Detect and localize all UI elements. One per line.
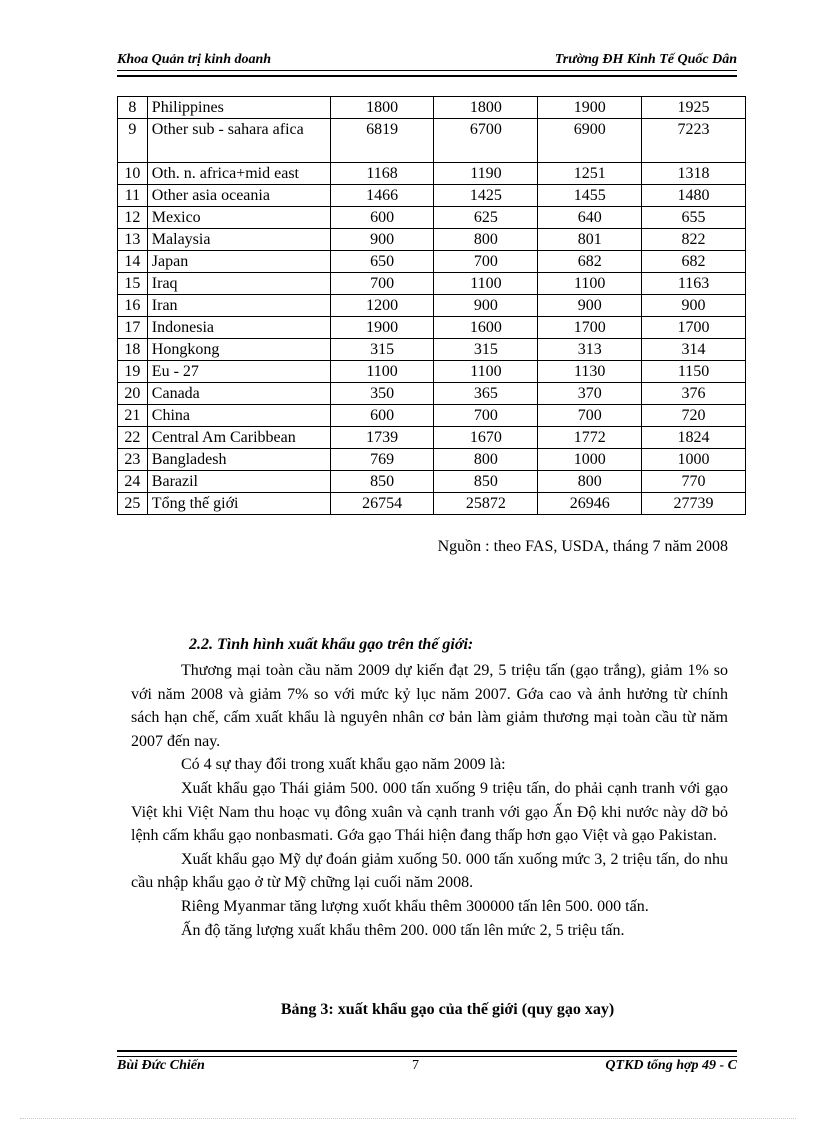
value-cell: 1480 (642, 185, 746, 207)
table-row (118, 273, 746, 295)
table-row (118, 229, 746, 251)
value-cell: 1900 (538, 97, 642, 119)
value-cell: 1670 (434, 427, 538, 449)
region-name: Oth. n. africa+mid east (147, 163, 330, 185)
page-number: 7 (412, 1058, 419, 1073)
value-cell: 25872 (434, 493, 538, 515)
value-cell: 850 (330, 471, 434, 493)
region-name: Hongkong (147, 339, 330, 361)
value-cell: 26754 (330, 493, 434, 515)
table-row (118, 427, 746, 449)
rice-data-table (117, 96, 746, 515)
value-cell: 1900 (330, 317, 434, 339)
value-cell: 700 (434, 405, 538, 427)
paragraph: Có 4 sự thay đổi trong xuất khẩu gạo năm 2009 là: (181, 756, 506, 774)
region-name: Eu - 27 (147, 361, 330, 383)
value-cell: 1600 (434, 317, 538, 339)
region-name: Mexico (147, 207, 330, 229)
value-cell: 370 (538, 383, 642, 405)
footer-class: QTKD tổng hợp 49 - C (605, 1058, 737, 1073)
value-cell: 1700 (538, 317, 642, 339)
table-row (118, 339, 746, 361)
value-cell: 1925 (642, 97, 746, 119)
value-cell: 313 (538, 339, 642, 361)
table-row (118, 295, 746, 317)
row-number: 12 (118, 207, 148, 229)
value-cell: 1000 (642, 449, 746, 471)
region-name: China (147, 405, 330, 427)
table-row (118, 405, 746, 427)
table-row (118, 207, 746, 229)
value-cell: 27739 (642, 493, 746, 515)
paragraph: Xuất khẩu gạo Mỹ dự đoán giảm xuống 50. 000 tấn xuống mức 3, 2 triệu tấn, do nhu cầu nhập khẩu gạo ở từ Mỹ chững lại cuối năm 2008. (131, 850, 728, 892)
row-number: 21 (118, 405, 148, 427)
table-row (118, 317, 746, 339)
value-cell: 1100 (434, 273, 538, 295)
value-cell: 1425 (434, 185, 538, 207)
paragraph: Ấn độ tăng lượng xuất khẩu thêm 200. 000 tấn lên mức 2, 5 triệu tấn. (181, 921, 625, 939)
value-cell: 1739 (330, 427, 434, 449)
value-cell: 314 (642, 339, 746, 361)
value-cell: 1000 (538, 449, 642, 471)
value-cell: 850 (434, 471, 538, 493)
value-cell: 376 (642, 383, 746, 405)
value-cell: 800 (538, 471, 642, 493)
value-cell: 600 (330, 207, 434, 229)
value-cell: 640 (538, 207, 642, 229)
value-cell: 1150 (642, 361, 746, 383)
value-cell: 770 (642, 471, 746, 493)
header-university: Trường ĐH Kinh Tế Quốc Dân (554, 52, 737, 67)
region-name: Barazil (147, 471, 330, 493)
value-cell: 350 (330, 383, 434, 405)
region-name: Philippines (147, 97, 330, 119)
table-row (118, 361, 746, 383)
value-cell: 1100 (330, 361, 434, 383)
value-cell: 800 (434, 449, 538, 471)
region-name: Other sub - sahara afica (147, 119, 330, 163)
row-number: 11 (118, 185, 148, 207)
value-cell: 315 (330, 339, 434, 361)
paragraph: Riêng Myanmar tăng lượng xuốt khẩu thêm 300000 tấn lên 500. 000 tấn. (181, 897, 649, 915)
region-name: Canada (147, 383, 330, 405)
value-cell: 700 (538, 405, 642, 427)
row-number: 19 (118, 361, 148, 383)
value-cell: 900 (538, 295, 642, 317)
value-cell: 900 (330, 229, 434, 251)
row-number: 20 (118, 383, 148, 405)
value-cell: 1772 (538, 427, 642, 449)
value-cell: 1168 (330, 163, 434, 185)
footer-author: Bùi Đức Chiến (117, 1058, 205, 1073)
value-cell: 700 (330, 273, 434, 295)
row-number: 15 (118, 273, 148, 295)
row-number: 22 (118, 427, 148, 449)
value-cell: 650 (330, 251, 434, 273)
value-cell: 800 (434, 229, 538, 251)
region-name: Indonesia (147, 317, 330, 339)
row-number: 18 (118, 339, 148, 361)
region-name: Iran (147, 295, 330, 317)
value-cell: 682 (538, 251, 642, 273)
value-cell: 1318 (642, 163, 746, 185)
page-edge (20, 1118, 796, 1119)
table-row (118, 449, 746, 471)
value-cell: 6819 (330, 119, 434, 163)
value-cell: 365 (434, 383, 538, 405)
value-cell: 900 (434, 295, 538, 317)
page-footer (117, 1056, 737, 1078)
value-cell: 1824 (642, 427, 746, 449)
value-cell: 1100 (538, 273, 642, 295)
table-row (118, 97, 746, 119)
header-rule (117, 70, 737, 77)
value-cell: 1251 (538, 163, 642, 185)
value-cell: 682 (642, 251, 746, 273)
region-name: Japan (147, 251, 330, 273)
table-source: Nguồn : theo FAS, USDA, tháng 7 năm 2008 (437, 538, 728, 555)
region-name: Malaysia (147, 229, 330, 251)
value-cell: 315 (434, 339, 538, 361)
value-cell: 822 (642, 229, 746, 251)
value-cell: 6900 (538, 119, 642, 163)
value-cell: 26946 (538, 493, 642, 515)
value-cell: 700 (434, 251, 538, 273)
paragraph: Thương mại toàn cầu năm 2009 dự kiến đạt 29, 5 triệu tấn (gạo trắng), giảm 1% so với năm 2008 và giảm 7% so với mức kỷ lục năm 2007. Gớa cao và ảnh hưởng từ chính sách hạn chế, cấm xuất khẩu là nguyên nhân cơ bản làm giảm thương mại toàn cầu từ năm 2007 đến nay. (131, 662, 728, 750)
value-cell: 1190 (434, 163, 538, 185)
table-row (118, 471, 746, 493)
value-cell: 1130 (538, 361, 642, 383)
row-number: 9 (118, 119, 148, 163)
value-cell: 600 (330, 405, 434, 427)
value-cell: 769 (330, 449, 434, 471)
value-cell: 1800 (434, 97, 538, 119)
row-number: 14 (118, 251, 148, 273)
page-header (117, 48, 737, 70)
value-cell: 6700 (434, 119, 538, 163)
table-row (118, 383, 746, 405)
row-number: 24 (118, 471, 148, 493)
region-name: Bangladesh (147, 449, 330, 471)
table-row (118, 493, 746, 515)
row-number: 23 (118, 449, 148, 471)
row-number: 25 (118, 493, 148, 515)
header-faculty: Khoa Quản trị kinh doanh (117, 52, 272, 67)
table-caption: Bảng 3: xuất khẩu gạo của thế giới (quy gạo xay) (280, 1001, 615, 1018)
value-cell: 625 (434, 207, 538, 229)
body-text (131, 659, 728, 942)
table-row (118, 251, 746, 273)
value-cell: 900 (642, 295, 746, 317)
value-cell: 720 (642, 405, 746, 427)
section-title: 2.2. Tình hình xuất khẩu gạo trên thế giới: (189, 636, 474, 653)
region-name: Other asia oceania (147, 185, 330, 207)
row-number: 17 (118, 317, 148, 339)
region-name: Tổng thế giới (147, 493, 330, 515)
value-cell: 1466 (330, 185, 434, 207)
region-name: Iraq (147, 273, 330, 295)
value-cell: 655 (642, 207, 746, 229)
table-row (118, 119, 746, 163)
row-number: 13 (118, 229, 148, 251)
table-row (118, 163, 746, 185)
value-cell: 7223 (642, 119, 746, 163)
value-cell: 1200 (330, 295, 434, 317)
value-cell: 1700 (642, 317, 746, 339)
value-cell: 1455 (538, 185, 642, 207)
value-cell: 1800 (330, 97, 434, 119)
value-cell: 801 (538, 229, 642, 251)
value-cell: 1100 (434, 361, 538, 383)
paragraph: Xuất khẩu gạo Thái giảm 500. 000 tấn xuống 9 triệu tấn, do phải cạnh tranh với gạo Việt khi Việt Nam thu hoạc vụ đông xuân và cạnh tranh với gạo Ấn Độ khi nước này dỡ bỏ lệnh cấm khẩu gạo nonbasmati. Gớa gạo Thái hiện đang thấp hơn gạo Việt và gạo Pakistan. (131, 779, 728, 845)
region-name: Central Am Caribbean (147, 427, 330, 449)
row-number: 16 (118, 295, 148, 317)
row-number: 10 (118, 163, 148, 185)
value-cell: 1163 (642, 273, 746, 295)
row-number: 8 (118, 97, 148, 119)
table-row (118, 185, 746, 207)
